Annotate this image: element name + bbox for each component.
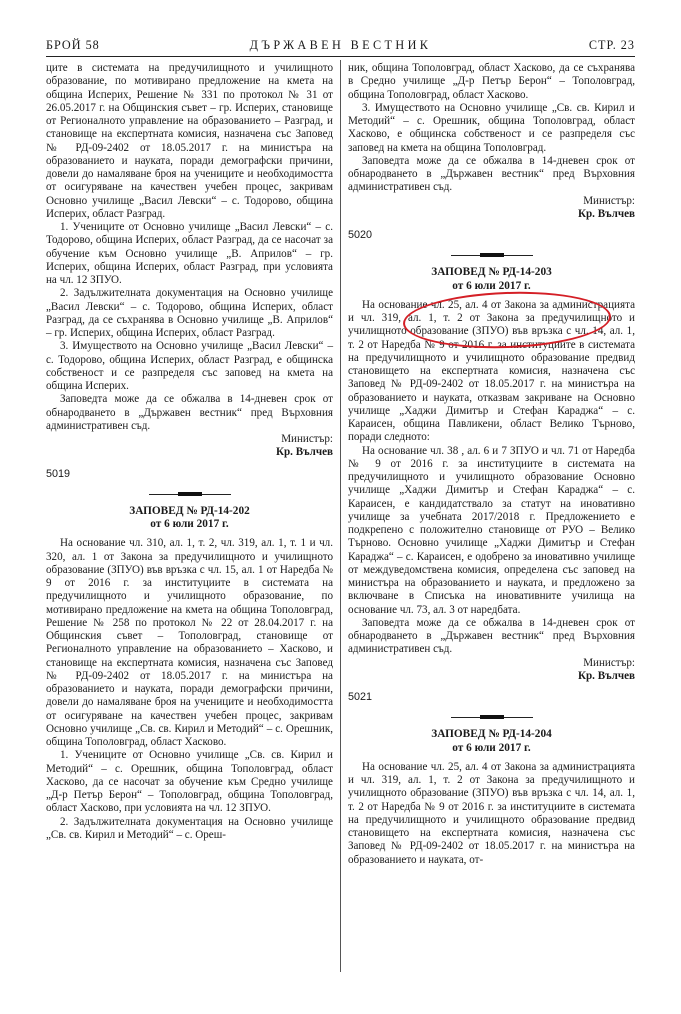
page-header — [46, 38, 635, 56]
paragraph: Заповедта може да се обжалва в 14-дневен срок от обнародването в „Държавен вестник“ пред Върховния административен съд. — [46, 393, 333, 432]
paragraph: На основание чл. 38 , ал. 6 и 7 ЗПУО и чл. 71 от Наредба № 9 от 2016 г. за институциите в системата на предучилищното и училищното образование Основно училище „Хаджи Димитър и Стефан Караджа“ – с. Караисен, е кандидатствало за статут на иновативно училище за учебната 2017/2018 г. Предложението е подкрепено с положително становище от РУО – Велико Търново. Основно училище „Хаджи Димитър и Стефан Караджа“ – с. Караисен, е одобрено за иновативно училище от междуведомствена комисия, определена със заповед на министъра на образованието и науката, и предложено за включване в Списъка на иновативните училища на основание чл. 73, ал. 3 от наредбата. — [348, 444, 635, 616]
signature-name: Кр. Вълчев — [275, 446, 333, 459]
paragraph: 2. Задължителната документация на Основно училище „Св. св. Кирил и Методий“ – с. Ореш- — [46, 815, 333, 841]
paragraph: цитe в системата на предучилищното и училищното образование, по мотивирано предложение на кмета на община Исперих, Решение № 331 по протокол № 31 от 26.05.2017 г. на Общинския съвет – гр. Исперих, становище от Регионалното управление на образованието – Разград, и становище на експертната комисия, назначена със Заповед № РД-09-2402 от 18.05.2017 г. на министъра на образованието и науката, поради демографски причини, довели до намаляване броя на учениците и необходимостта от осигуряване на качествен учебен процес, закривам Основно училище „Васил Левски“ – с. Тодорово, община Исперих, област Разград. — [46, 62, 333, 220]
column-divider — [340, 60, 341, 972]
paragraph: 1. Учениците от Основно училище „Св. св. Кирил и Методий“ – с. Орешник, община Тополовград, област Хасково, да се насочат за обучение към Средно училище „Д-р Петър Берон“ – Тополовград, община Тополовград, област Хасково, при условията на чл. 12 ЗПУО. — [46, 749, 333, 815]
section-separator — [46, 489, 333, 499]
item-number: 5021 — [348, 691, 373, 703]
order-title: ЗАПОВЕД № РД-14-204 — [431, 728, 552, 741]
order-date: от 6 юли 2017 г. — [452, 741, 531, 754]
paragraph: На основание чл. 310, ал. 1, т. 2, чл. 319, ал. 1, т. 1 и чл. 320, ал. 1 от Закона за предучилищното и училищното образование (ЗПУО) във връзка с чл. 15, ал. 1 от Наредба № 9 от 2016 г. за институциите в системата на предучилищното и училищното образование, по мотивирано предложение на кмета на община Тополовград, Решение № 258 по протокол № 22 от 28.04.2017 г. на Общинския съвет – Тополовград, становище от Регионалното управление на образованието – Хасково, и становище на експертната комисия, назначена със Заповед № РД-09-2402 от 18.05.2017 г. на министъра на образованието и науката, поради демографски причини, довели до намаляване броя на учениците и необходимостта от осигуряване на качествен учебен процес, закривам Основно училище „Св. св. Кирил и Методий“ – с. Орешник, община Тополовград, област Хасково. — [46, 537, 333, 748]
paragraph: 1. Учениците от Основно училище „Васил Левски“ – с. Тодорово, община Исперих, област Разград, да се насочат за обучение към Основно училище „В. Априлов“ – гр. Исперих, община Исперих, област Разград, при условията на чл. 12 ЗПУО. — [46, 221, 333, 286]
paragraph: На основание чл. 25, ал. 4 от Закона за администрацията и чл. 319, ал. 1, т. 2 от Закона за предучилищното и училищното образование (ЗПУО) във връзка с чл. 14, ал. 1, т. 2 от Наредба № 9 от 2016 г. за институциите в системата на предучилищното и училищното образование предвид становището на експертната комисия, назначена със Заповед № РД-09-2402 от 18.05.2017 г. на министъра на образованието и науката, отказвам закриване на Основно училище „Хаджи Димитър и Стефан Караджа“ – с. Караисен, община Павликени, област Велико Търново, поради следното: — [348, 298, 635, 444]
signature-role: Министър: — [583, 194, 635, 207]
newspaper-title: ДЪРЖАВЕН ВЕСТНИК — [249, 38, 432, 52]
paragraph: 2. Задължителната документация на Основно училище „Васил Левски“ – с. Тодорово, община Исперих, област Разград, да се съхранява в Основно училище „В. Априлов“ – гр. Исперих, община Исперих, област Разград. — [46, 287, 333, 339]
item-number: 5019 — [46, 467, 71, 480]
paragraph: 3. Имуществото на Основно училище „Васил Левски“ – с. Тодорово, община Исперих, област Разград, е общинска собственост и се разпределя със заповед на кмета на община Исперих. — [46, 340, 333, 392]
paragraph: ник, община Тополовград, област Хасково, да се съхранява в Средно училище „Д-р Петър Берон“ – Тополовград, община Тополовград, област Хасково. — [348, 62, 635, 101]
paragraph: На основание чл. 25, ал. 4 от Закона за администрацията и чл. 319, ал. 1, т. 2 от Закона за предучилищното и училищното образование (ЗПУО) във връзка с чл. 14, ал. 1, т. 2 от Наредба № 9 от 2016 г. за институциите в системата на предучилищното и училищното образование предвид становището на експертната комисия, назначена със Заповед № РД-09-2402 от 18.05.2017 г. на министъра на образованието и науката, от- — [348, 760, 635, 866]
paragraph: 3. Имуществото на Основно училище „Св. св. Кирил и Методий“ – с. Орешник, община Тополовград, област Хасково, е общинска собственост и се разпределя със заповед на кмета на община Тополовград. — [348, 101, 635, 154]
order-title: ЗАПОВЕД № РД-14-203 — [431, 266, 552, 279]
signature-name: Кр. Вълчев — [577, 669, 635, 682]
section-separator — [348, 712, 635, 722]
paragraph: Заповедта може да се обжалва в 14-дневен срок от обнародването в „Държавен вестник“ пред Върховния административен съд. — [348, 616, 635, 656]
order-title: ЗАПОВЕД № РД-14-202 — [129, 504, 250, 517]
left-column — [46, 62, 333, 842]
signature-role: Министър: — [281, 433, 333, 445]
issue-number: БРОЙ 58 — [46, 38, 100, 52]
item-number: 5020 — [348, 229, 373, 241]
section-separator — [348, 250, 635, 260]
order-date: от 6 юли 2017 г. — [452, 279, 531, 292]
signature-name: Кр. Вълчев — [577, 207, 635, 220]
paragraph: Заповедта може да се обжалва в 14-дневен срок от обнародването в „Държавен вестник“ пред Върховния административен съд. — [348, 154, 635, 194]
signature-role: Министър: — [583, 656, 635, 669]
order-date: от 6 юли 2017 г. — [150, 518, 229, 530]
right-column — [348, 62, 635, 867]
header-rule — [46, 56, 635, 57]
page-number: СТР. 23 — [588, 38, 635, 52]
